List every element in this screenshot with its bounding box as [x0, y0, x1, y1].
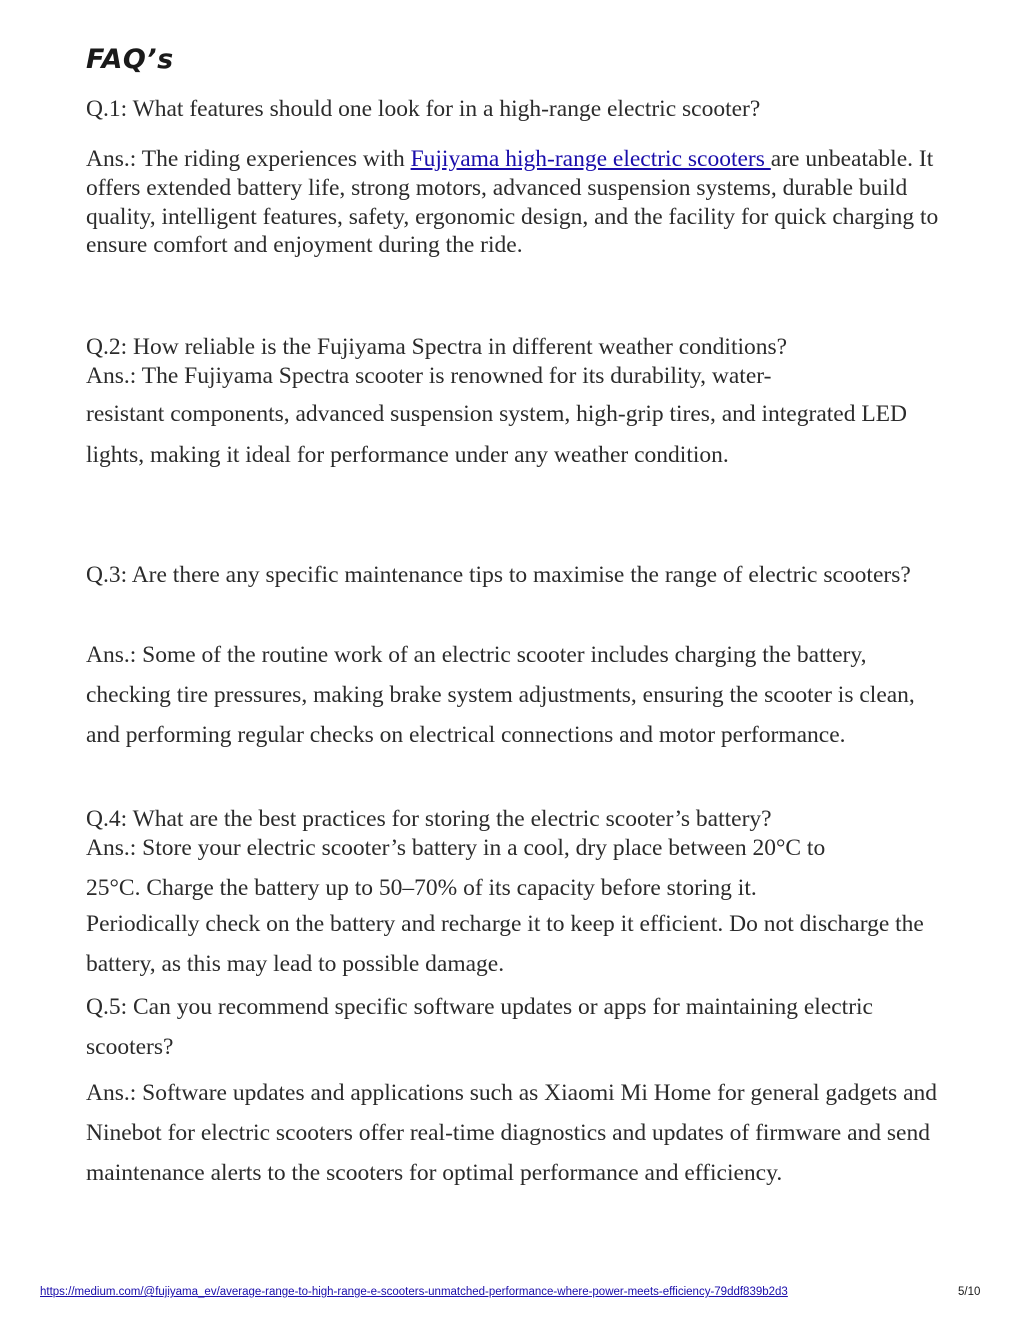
faq-answer-4-line2: 25°C. Charge the battery up to 50–70% of its capacity before storing it.	[86, 875, 757, 901]
faq-question-2: Q.2: How reliable is the Fujiyama Spectra in different weather conditions?	[86, 334, 788, 360]
fujiyama-scooters-link[interactable]: Fujiyama high-range electric scooters	[410, 146, 771, 172]
answer-1-prefix: Ans.: The riding experiences with	[86, 146, 411, 172]
faq-answer-3: Ans.: Some of the routine work of an electric scooter includes charging the battery, checking tire pressures, making brake system adjustments, ensuring the scooter is clean, and performing regular checks on electrical connections and motor performance.	[86, 642, 915, 748]
faq-question-1: Q.1: What features should one look for in a high-range electric scooter?	[86, 96, 761, 122]
page-title: FAQ’s	[86, 44, 174, 75]
faq-answer-2: resistant components, advanced suspension system, high-grip tires, and integrated LED lights, making it ideal for performance under any weather condition.	[86, 401, 908, 468]
faq-question-4: Q.4: What are the best practices for storing the electric scooter’s battery?	[86, 806, 772, 832]
answer-1-suffix: are unbeatable. It offers extended battery life, strong motors, advanced suspension systems, durable build quality, intelligent features, safety, ergonomic design, and the facility for quick charging to ensure comfort and enjoyment during the ride.	[86, 146, 939, 259]
faq-question-3: Q.3: Are there any specific maintenance tips to maximise the range of electric scooters?	[86, 562, 911, 588]
faq-answer-1	[86, 145, 946, 260]
faq-answer-4-line1: Ans.: Store your electric scooter’s battery in a cool, dry place between 20°C to	[86, 835, 826, 861]
faq-answer-5: Ans.: Software updates and applications such as Xiaomi Mi Home for general gadgets and Ninebot for electric scooters offer real-time diagnostics and updates of firmware and send maintenance alerts to the scooters for optimal performance and efficiency.	[86, 1080, 938, 1186]
faq-answer-4: Periodically check on the battery and recharge it to keep it efficient. Do not discharge the battery, as this may lead to possible damage.	[86, 911, 924, 977]
faq-answer-2-line1: Ans.: The Fujiyama Spectra scooter is renowned for its durability, water-	[86, 363, 772, 389]
footer-source-link[interactable]: https://medium.com/@fujiyama_ev/average-range-to-high-range-e-scooters-unmatched-performance-where-power-meets-efficiency-79ddf839b2d3	[40, 1286, 788, 1298]
page-number: 5/10	[958, 1286, 981, 1298]
faq-question-5: Q.5: Can you recommend specific software updates or apps for maintaining electric scooters?	[86, 994, 873, 1060]
